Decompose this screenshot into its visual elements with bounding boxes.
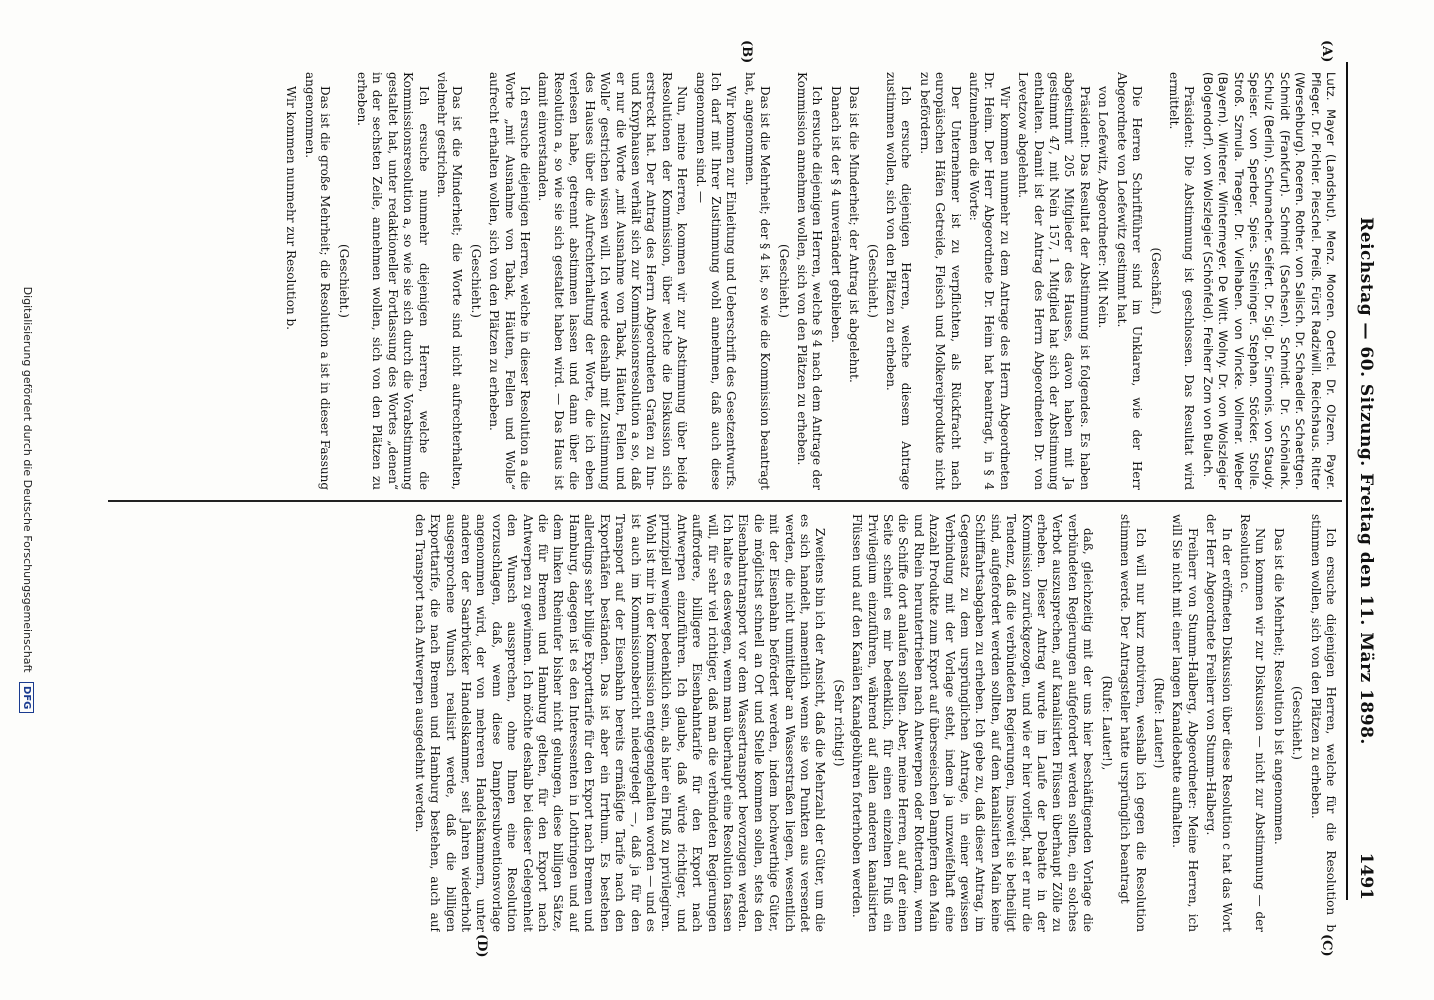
paragraph: Das ist die große Mehrheit; die Resolution a ist in dieser Fassung angenommen. bbox=[302, 72, 333, 490]
interjection: (Rufe: Lauter!), bbox=[1099, 675, 1114, 771]
paragraph: Die Herren Schriftführer sind im Unklaren, wie der Herr Abgeordnete von Loefewitz gestimmt hat. bbox=[1114, 72, 1145, 490]
paragraph: Ich ersuche diejenigen Herren, welche § 4 nach dem Antrage der Kommission annehmen wollen, sich von den Plätzen zu erheben. bbox=[795, 72, 825, 490]
paragraph: Präsident: Das Resultat der Abstimmung ist folgendes. Es haben abgestimmt 205 Mitglieder des Hauses, davon haben mit Ja gestimmt 47, mit Nein 157, 1 Mitglied hat sich der Abstimmung enthalten. Damit ist der Antrag des Herrn Abgeordneten Dr. von Levetzow abgelehnt. bbox=[1016, 72, 1092, 490]
header-rule bbox=[1346, 62, 1348, 900]
paragraph: Wir kommen nunmehr zur Resolution b. bbox=[284, 86, 299, 330]
interjection: (Geschieht.) bbox=[865, 244, 880, 318]
paragraph: Ich ersuche nunmehr diejenigen Herren, welche die Kommissionsresolution a, so wie sie sich durch die Vorabstimmung gestaltet hat, unter redaktioneller Fortlassung des Wortes „denen“ in der sechsten Zeile, annehmen wollen, sich von den Plätzen zu erheben. bbox=[355, 72, 431, 490]
running-header bbox=[1348, 62, 1378, 900]
interjection: (Geschieht.) bbox=[1290, 686, 1305, 760]
paragraph: Freiherr von Stumm-Halberg, Abgeordneter: Meine Herren, ich will Sie nicht mit einer langen Kanaldebatte aufhalten. bbox=[1170, 514, 1200, 932]
paragraph: Das ist die Minderheit; der Antrag ist abgelehnt. bbox=[847, 86, 862, 383]
paragraph: Wir kommen zur Einleitung und Ueberschrift des Gesetzentwurfs. Ich darf mit Ihrer Zustimmung wohl annehmen, daß auch diese angenommen sind. — bbox=[693, 72, 739, 490]
interjection: (Rufe: Lauter!) bbox=[1151, 677, 1166, 769]
interjection: (Sehr richtig!) bbox=[831, 679, 846, 767]
paragraph: In der eröffneten Diskussion über diese Resolution c hat das Wort der Herr Abgeordnete Freiherr von Stumm-Halberg. bbox=[1204, 514, 1234, 932]
interjection: (Geschieht.) bbox=[468, 244, 483, 318]
paragraph: Zweitens bin ich der Ansicht, daß die Mehrzahl der Güter, um die es sich handelt, namentlich wenn sie von Punkten aus versendet werden, die nicht unmittelbar an Wasserstraßen liegen, wesentlich mit der Eisenbahn befördert werden, indem hochwerthige Güter, die möglichst schnell an Ort und Stelle kommen sollen, stets den Eisenbahntransport vor dem Wassertransport bevorzugen werden. Ich halte es deswegen, wenn man überhaupt eine Resolution fassen will, für sehr viel richtiger, daß man die verbündeten Regierungen auffordere, billigere Eisenbahntarife für den Export nach Antwerpen einzuführen. Ich glaube, daß würde richtiger, und prinzipiell weniger bedenklich sein, als hier ein Fluß zu privilegiren. Wohl ist mir in der Kommission entgegengehalten worden — und es ist auch im Kommissionsbericht niedergelegt —, daß ja für den Transport auf der Eisenbahn bereits ermäßigte Tarife nach den Exporthäfen beständen. Das ist aber ein Irrthum. Es bestehen allerdings sehr billige Exporttarife für den Export nach Bremen und Hamburg, dagegen ist es den Interessenten in Lothringen und auf dem linken Rheinufer bisher nicht gelungen, diese billigen Sätze, die für Bremen und Hamburg gelten, für den Export nach Antwerpen zu gewinnen. Ich möchte deshalb bei dieser Gelegenheit den Wunsch aussprechen, ohne Ihnen eine Resolution vorzuschlagen, daß, wenn diese Dampfersubventionsvorlage angenommen wird, der von mehreren Handelskammern, unter anderen der Saarbrücker Handelskammer, seit Jahren wiederholt ausgesprochene Wunsch realisirt werde, daß die billigen Exporttarife, die nach Bremen und Hamburg bestehen, auch auf den Transport nach Antwerpen ausgedehnt werden. bbox=[412, 514, 828, 932]
funding-footer bbox=[19, 0, 34, 1000]
paragraph: daß, gleichzeitig mit der uns hier beschäftigenden Vorlage die verbündeten Regierungen aufgefordert werden sollten, ein solches Verbot auszusprechen, auf kanalisirten Flüssen überhaupt Zölle zu erheben. Dieser Antrag wurde im Laufe der Debatte in der Kommission zurückgezogen, und wie er hier vorliegt, hat er nur die Tendenz, daß die verbündeten Regierungen, insoweit sie betheiligt sind, aufgefordert werden sollten, auf dem kanalisirten Main keine Schifffahrtsabgaben zu erheben. Ich gebe zu, daß dieser Antrag, im Gegensatz zu dem ursprünglichen Antrage, in einer gewissen Verbindung mit der Vorlage steht, indem ja unzweifelhaft eine Anzahl Produkte zum Export auf überseeischen Dampfern den Main und Rhein heruntertrieben nach Antwerpen oder Rotterdam, wenn die Schiffe dort anlaufen sollten. Aber, meine Herren, auf der einen Seite scheint es mir bedenklich, für einen einzelnen Fluß ein Privilegium einzuführen, während auf allen anderen kanalisirten Flüssen und auf den Kanälen Kanalgebühren forterhoben werden. bbox=[850, 514, 1096, 932]
paragraph: Präsident: Die Abstimmung ist geschlossen. Das Resultat wird ermittelt. bbox=[1166, 72, 1197, 490]
paragraph: Ich ersuche diejenigen Herren, welche für die Resolution b stimmen wollen, sich von den Plätzen zu erheben. bbox=[1308, 514, 1338, 932]
header-title: Reichstag — 60. Sitzung. Freitag den 11. März 1898. bbox=[1356, 217, 1376, 745]
margin-marker-a: (A) bbox=[1319, 40, 1334, 63]
interjection: (Geschäft.) bbox=[1148, 247, 1163, 315]
paragraph: Ich ersuche diejenigen Herren, welche in dieser Resolution a die Worte „mit Ausnahme von Tabak, Häuten, Fellen und Wolle“ aufrecht erhalten wollen, sich von den Plätzen zu erheben. bbox=[487, 72, 533, 490]
column-divider bbox=[108, 500, 1342, 502]
paragraph: Danach ist der § 4 unverändert geblieben. bbox=[828, 86, 843, 343]
margin-marker-c: (C) bbox=[1319, 934, 1334, 957]
paragraph: Ich will nur kurz motiviren, weshalb ich gegen die Resolution stimmen werde. Der Antragsteller hatte ursprünglich beantragt bbox=[1118, 514, 1148, 932]
paragraph: Das ist die Mehrheit; Resolution b ist angenommen. bbox=[1271, 528, 1286, 845]
paragraph: von Loefewitz, Abgeordneter: Mit Nein. bbox=[1096, 86, 1111, 329]
left-column bbox=[112, 72, 1338, 490]
paragraph: Nun kommen wir zur Diskussion — nicht zur Abstimmung — der Resolution c. bbox=[1237, 514, 1268, 932]
paragraph: Nun, meine Herren, kommen wir zur Abstimmung über beide Resolutionen der Kommission, über welche die Diskussion sich erstreckt hat. Der Antrag des Herrn Abgeordneten Grafen zu Inn- und Knyphausen verhält sich zur Kommissionsresolution a so, daß er nur die Worte „mit Ausnahme von Tabak, Häuten, Fellen und Wolle“ gestrichen wissen will. Ich werde deshalb mit Zustimmung des Hauses über die Aufrechterhaltung der Worte, die ich eben verlesen habe, getrennt abstimmen lassen und dann über die Resolution a, so wie sie sich gestaltet haben wird. — Das Haus ist damit einverstanden. bbox=[536, 72, 690, 490]
right-column bbox=[112, 514, 1338, 932]
margin-marker-d: (D) bbox=[474, 934, 489, 958]
paragraph: Wir kommen nunmehr zu dem Antrage des Herrn Abgeordneten Dr. Heim. Der Herr Abgeordnete Dr. Heim hat beantragt, in § 4 aufzunehmen die Worte: bbox=[967, 72, 1012, 490]
margin-marker-b: (B) bbox=[739, 40, 754, 64]
paragraph: Das ist die Minderheit; die Worte sind nicht aufrechterhalten, vielmehr gestrichen. bbox=[435, 72, 465, 490]
quoted-motion: Der Unternehmer ist zu verpflichten, als Rückfracht nach europäischen Häfen Getreide, Fleisch und Molkereiprodukte nicht zu befördern. bbox=[917, 72, 963, 490]
dfg-logo: DFG bbox=[19, 682, 34, 713]
interjection: (Geschieht.) bbox=[336, 244, 351, 318]
page-number: 1491 bbox=[1356, 852, 1376, 900]
paragraph: Das ist die Mehrheit; der § 4 ist, so wie die Kommission beantragt hat, angenommen. bbox=[742, 72, 773, 490]
paragraph: Ich ersuche diejenigen Herren, welche diesem Antrage zustimmen wollen, sich von den Plätzen zu erheben. bbox=[884, 72, 914, 490]
footer-text: Digitalisierung gefördert durch die Deutsche Forschungsgemeinschaft bbox=[21, 286, 34, 673]
interjection: (Geschieht.) bbox=[776, 244, 791, 318]
member-list: Lutz. Mayer (Landshut). Menz. Mooren. Oertel. Dr. Olzem. Payer. Pfleger. Dr. Pichler. Pieschel. Preiß. Fürst Radziwill. Reichshaus. Ritter (Wersehburg). Roeren. Rother. von Salisch. Dr. Schaedler. Schaettgen. Schmidt (Frankfurt). Schmidt (Sachsen). Schmidt. Dr. Schönlank. Schulz (Berlin). Schumacher. Seifert. Dr. Sigl. Dr. Simonis. von Staudy. Speiser. von Sperber. Spies. Steininger. Stephan. Stöcker. Stolle. Stroß. Szmula. Traeger. Dr. Vielhaben. von Vincke. Vollmar. Weber (Bayern). Winterer. Wintermeyer. De Witt. Wolny. Dr. von Wolszlegier (Bolgendorf). von Wolszlegier (Schönfeld). Freiherr Zorn von Bulach. bbox=[1200, 72, 1338, 490]
